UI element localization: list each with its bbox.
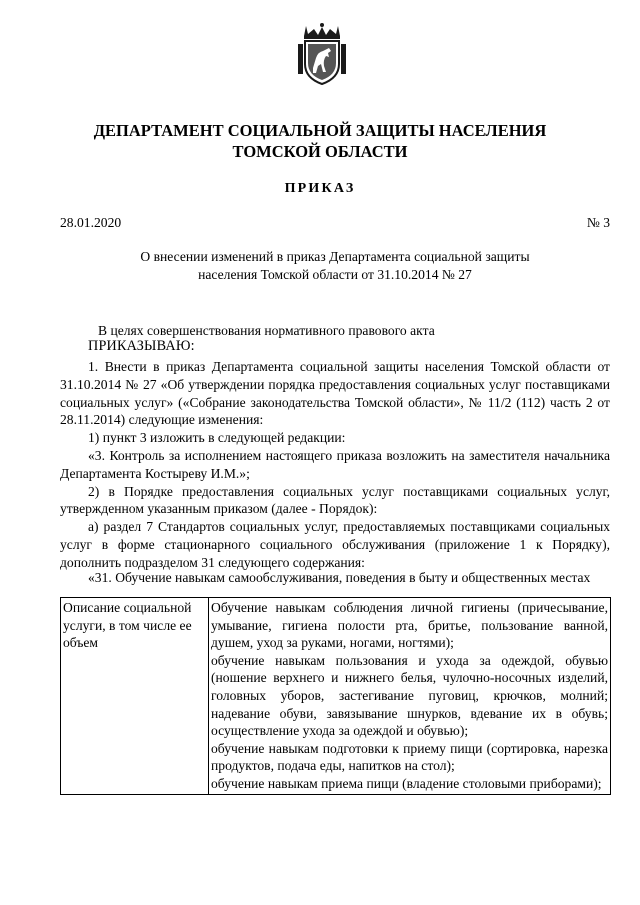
table-cell-description [209, 598, 611, 795]
order-word: ПРИКАЗЫВАЮ: [88, 338, 195, 354]
order-number: № 3 [586, 215, 610, 230]
order-date: 28.01.2020 [60, 215, 122, 230]
order-subject-line-2: населения Томской области от 31.10.2014 № 27 [198, 266, 472, 282]
department-title-line-1: ДЕПАРТАМЕНТ СОЦИАЛЬНОЙ ЗАЩИТЫ НАСЕЛЕНИЯ [93, 121, 547, 140]
service-standard-table [60, 597, 611, 795]
table-cell-label: Описание социальной услуги, в том числе ее объем [61, 598, 209, 795]
table-item-2: обучение навыкам пользования и ухода за одеждой, обувью (ношение верхнего и нижнего белья, чулочно-носочных изделий, головных уборов, застегивание пуговиц, крючков, молний; надевание обуви, завязывание шнурков, вдевание их в обувь; осуществление ухода за одеждой и обувью); [211, 652, 608, 739]
table-row [61, 598, 611, 795]
order-body [60, 358, 610, 584]
tomsk-region-coat-of-arms-icon [296, 20, 348, 86]
order-subject [60, 248, 610, 284]
paragraph-6: «31. Обучение навыкам самообслуживания, поведения в быту и общественных местах [88, 569, 591, 585]
department-title [0, 120, 640, 162]
table-item-4: обучение навыкам приема пищи (владение столовыми приборами); [211, 775, 602, 791]
department-title-line-2: ТОМСКОЙ ОБЛАСТИ [232, 142, 408, 161]
paragraph-3: «3. Контроль за исполнением настоящего приказа возложить на заместителя начальника Департамента Костыреву И.М.»; [60, 447, 610, 481]
table-item-3: обучение навыкам подготовки к приему пищи (сортировка, нарезка продуктов, подача еды, напитков на стол); [211, 740, 608, 774]
preamble-text: В целях совершенствования нормативного правового акта [98, 323, 435, 338]
document-type-heading: ПРИКАЗ [284, 181, 356, 196]
paragraph-4: 2) в Порядке предоставления социальных услуг поставщиками социальных услуг, утвержденном указанным приказом (далее - Порядок): [60, 483, 610, 517]
paragraph-2: 1) пункт 3 изложить в следующей редакции: [88, 430, 346, 446]
order-subject-line-1: О внесении изменений в приказ Департамента социальной защиты [140, 249, 530, 264]
paragraph-5: а) раздел 7 Стандартов социальных услуг, предоставляемых поставщиками социальных услуг в форме стационарного социального обслуживания (приложение 1 к Порядку), дополнить подразделом 31 следующего содержания: [60, 519, 610, 570]
paragraph-1: 1. Внести в приказ Департамента социальной защиты населения Томской области от 31.10.2014 № 27 «Об утверждении порядка предоставления социальных услуг поставщиками социальных услуг» («Собрание законодательства Томской области», № 11/2 (112) часть 2 от 28.11.2014) следующие изменения: [60, 359, 610, 428]
table-item-1: Обучение навыкам соблюдения личной гигиены (причесывание, умывание, гигиена полости рта, бритье, пользование ванной, душем, уход за руками, ногами, ногтями); [211, 600, 608, 651]
